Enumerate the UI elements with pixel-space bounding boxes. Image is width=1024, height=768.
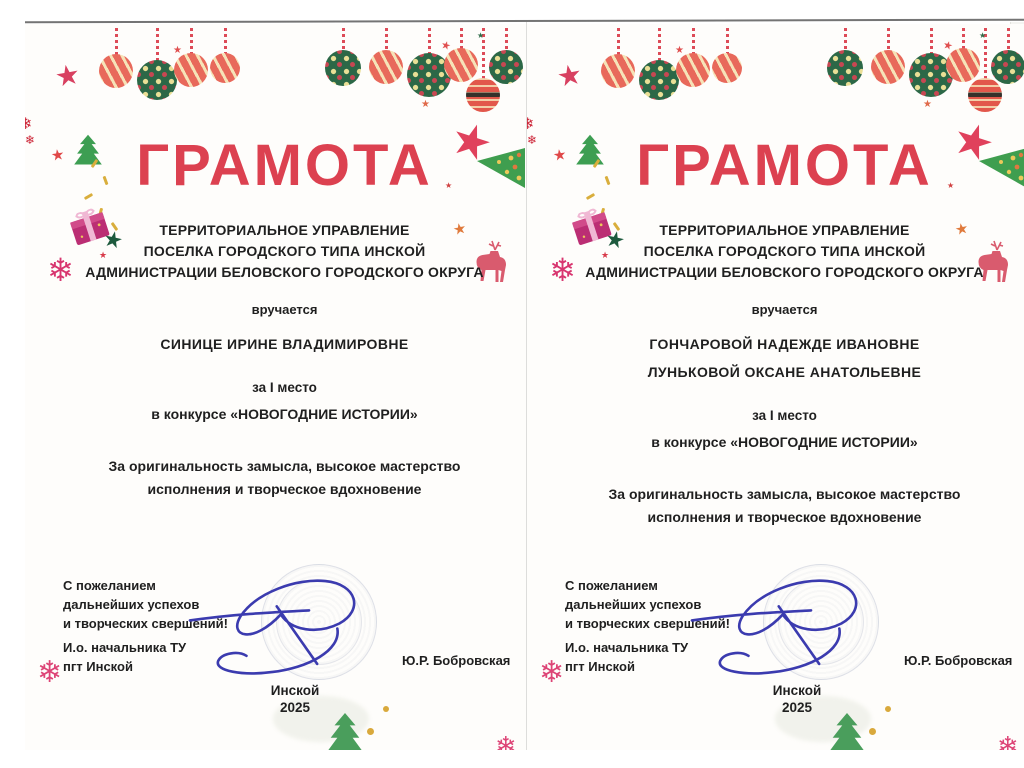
bauble-icon (871, 50, 905, 84)
signer-name: Ю.Р. Бобровская (402, 653, 511, 668)
bauble-icon (210, 53, 240, 83)
ornament-string-icon (726, 28, 729, 55)
snowflake-icon (25, 116, 32, 132)
ornament-string-icon (224, 28, 227, 55)
bauble-icon (991, 50, 1024, 84)
wish-line: и творческих свершений! (63, 616, 228, 631)
star-icon (675, 46, 684, 56)
signer-role-line: пгт Инской (63, 659, 133, 674)
ornament-string-icon (385, 28, 388, 52)
ornament-string-icon (156, 28, 159, 62)
presented-label: вручается (751, 302, 818, 317)
ornament-string-icon (962, 28, 965, 50)
signer-role-line: И.о. начальника ТУ (63, 640, 187, 655)
christmas-tree-icon (325, 712, 365, 750)
reason-block (61, 455, 508, 501)
wish-line: С пожеланием (63, 578, 156, 593)
organization-line: ТЕРРИТОРИАЛЬНОЕ УПРАВЛЕНИЕ (659, 222, 910, 238)
signer-role-line: пгт Инской (565, 659, 635, 674)
wish-line: и творческих свершений! (565, 616, 730, 631)
signer-role-block (565, 638, 688, 676)
gold-dot-icon (869, 728, 876, 735)
ornament-string-icon (887, 28, 890, 52)
ornament-string-icon (930, 28, 933, 55)
recipient-name: СИНИЦЕ ИРИНЕ ВЛАДИМИРОВНЕ (160, 336, 409, 352)
ornament-string-icon (428, 28, 431, 55)
bauble-icon (601, 54, 635, 88)
reason-line: исполнения и творческое вдохновение (647, 509, 922, 525)
bauble-icon (712, 53, 742, 83)
bauble-icon (99, 54, 133, 88)
signer-name: Ю.Р. Бобровская (904, 653, 1013, 668)
year-line: 2025 (279, 700, 311, 715)
reason-block (563, 483, 1006, 529)
place-line: Инской (270, 683, 320, 698)
certificate-page-right (527, 24, 1024, 750)
ornament-string-icon (460, 28, 463, 50)
bauble-icon (968, 78, 1002, 112)
award-contest-line: в конкурсе «НОВОГОДНИЕ ИСТОРИИ» (151, 406, 418, 422)
wish-line: С пожеланием (565, 578, 658, 593)
bauble-icon (369, 50, 403, 84)
organization-line: ПОСЕЛКА ГОРОДСКОГО ТИПА ИНСКОЙ (143, 243, 426, 259)
reason-line: За оригинальность замысла, высокое мастерство (108, 458, 461, 474)
signature (183, 570, 421, 676)
place-year-block (567, 682, 1024, 716)
ornament-string-icon (505, 28, 508, 52)
organization-line: ТЕРРИТОРИАЛЬНОЕ УПРАВЛЕНИЕ (159, 222, 410, 238)
star-icon (477, 32, 484, 40)
bauble-icon (489, 50, 523, 84)
place-line: Инской (772, 683, 822, 698)
bauble-icon (676, 53, 710, 87)
organization-block (563, 220, 1006, 283)
ornament-string-icon (658, 28, 661, 62)
wish-line: дальнейших успехов (63, 597, 200, 612)
christmas-tree-icon (827, 712, 867, 750)
recipients-block (563, 330, 1006, 386)
reason-line: За оригинальность замысла, высокое мастерство (608, 486, 961, 502)
snowflake-icon (997, 734, 1019, 750)
recipient-name: ГОНЧАРОВОЙ НАДЕЖДЕ ИВАНОВНЕ (649, 336, 920, 352)
snowflake-icon (37, 658, 62, 688)
bauble-icon (174, 53, 208, 87)
certificate-title: ГРАМОТА (636, 133, 933, 198)
certificate-body (563, 133, 1006, 529)
snowflake-icon (539, 658, 564, 688)
certificate-page-left (25, 24, 526, 750)
ornament-string-icon (844, 28, 847, 52)
award-place-line: за I место (752, 408, 817, 423)
gold-dot-icon (367, 728, 374, 735)
star-icon (555, 60, 585, 92)
star-icon (923, 100, 932, 110)
star-icon (421, 100, 430, 110)
signer-role-line: И.о. начальника ТУ (565, 640, 689, 655)
recipient-name: ЛУНЬКОВОЙ ОКСАНЕ АНАТОЛЬЕВНЕ (647, 364, 922, 380)
ornament-string-icon (692, 28, 695, 55)
snowflake-icon (495, 734, 517, 750)
certificate-body (61, 133, 508, 501)
year-line: 2025 (781, 700, 813, 715)
organization-line: ПОСЕЛКА ГОРОДСКОГО ТИПА ИНСКОЙ (643, 243, 926, 259)
award-place-line: за I место (252, 380, 317, 395)
snowflake-icon (25, 134, 35, 146)
ornament-string-icon (342, 28, 345, 52)
bauble-icon (137, 60, 177, 100)
ornament-string-icon (190, 28, 193, 55)
scan-edge-line (25, 19, 1024, 24)
wish-line: дальнейших успехов (565, 597, 702, 612)
snowflake-icon (527, 134, 537, 146)
recipients-block (61, 330, 508, 358)
organization-block (61, 220, 508, 283)
bauble-icon (639, 60, 679, 100)
bauble-icon (466, 78, 500, 112)
bauble-icon (827, 50, 863, 86)
star-icon (979, 32, 986, 40)
award-contest-line: в конкурсе «НОВОГОДНИЕ ИСТОРИИ» (651, 434, 918, 450)
ornament-string-icon (1007, 28, 1010, 52)
signature (685, 570, 923, 676)
organization-line: АДМИНИСТРАЦИИ БЕЛОВСКОГО ГОРОДСКОГО ОКРУГА (585, 264, 984, 280)
bauble-icon (325, 50, 361, 86)
star-icon (53, 60, 83, 92)
signer-role-block (63, 638, 186, 676)
reason-line: исполнения и творческое вдохновение (147, 481, 422, 497)
star-icon (173, 46, 182, 56)
organization-line: АДМИНИСТРАЦИИ БЕЛОВСКОГО ГОРОДСКОГО ОКРУГА (85, 264, 484, 280)
presented-label: вручается (251, 302, 318, 317)
certificate-title: ГРАМОТА (136, 133, 433, 198)
snowflake-icon (527, 116, 534, 132)
place-year-block (65, 682, 525, 716)
